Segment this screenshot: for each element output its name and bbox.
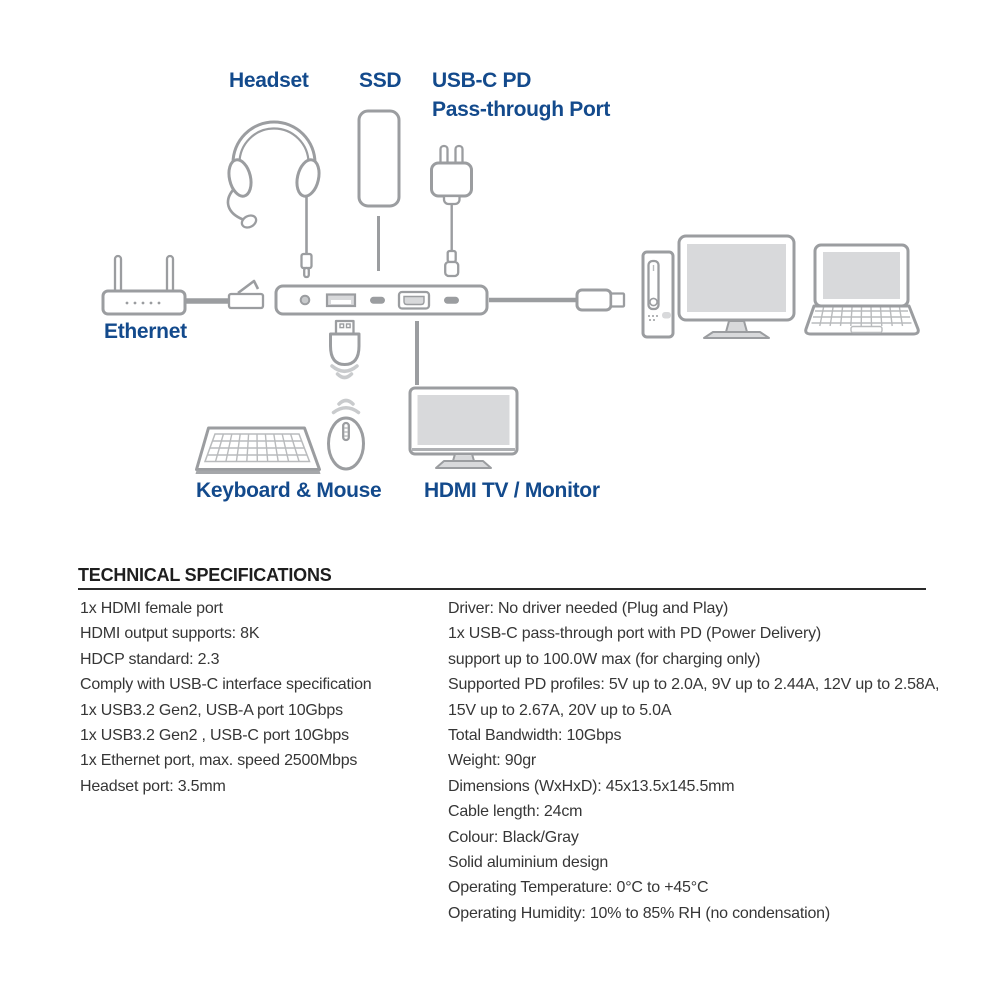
spec-item: Headset port: 3.5mm xyxy=(80,777,226,795)
ethernet-cable xyxy=(186,281,263,308)
spec-item: Operating Temperature: 0°C to +45°C xyxy=(448,879,709,897)
spec-item: Weight: 90gr xyxy=(448,752,537,770)
spec-item: Colour: Black/Gray xyxy=(448,828,579,846)
keyboard-mouse-label: Keyboard & Mouse xyxy=(196,479,382,502)
usb-c-pd-label-line1: USB-C PD xyxy=(432,69,532,92)
tv-icon xyxy=(410,388,517,468)
ssd-label: SSD xyxy=(359,69,402,92)
monitor-icon xyxy=(679,236,794,338)
hdmi-tv-label: HDMI TV / Monitor xyxy=(424,479,600,502)
specs-divider xyxy=(78,588,926,590)
laptop-icon xyxy=(806,245,919,334)
specs-right-column xyxy=(448,596,948,926)
spec-item: 1x USB-C pass-through port with PD (Power Delivery) xyxy=(448,625,822,643)
mouse-icon xyxy=(329,418,364,469)
spec-item: Comply with USB-C interface specification xyxy=(80,676,372,694)
spec-item: Total Bandwidth: 10Gbps xyxy=(448,727,622,745)
usb-hub-icon xyxy=(276,286,487,314)
spec-item: HDCP standard: 2.3 xyxy=(80,650,220,668)
specs-title: TECHNICAL SPECIFICATIONS xyxy=(78,565,332,585)
specs-left-column xyxy=(80,596,440,799)
spec-item: Driver: No driver needed (Plug and Play) xyxy=(448,600,729,617)
spec-item: Dimensions (WxHxD): 45x13.5x145.5mm xyxy=(448,777,735,795)
spec-item: HDMI output supports: 8K xyxy=(80,625,260,643)
ssd-icon xyxy=(359,111,399,271)
wireless-waves-icon xyxy=(332,366,359,413)
spec-item: 1x USB3.2 Gen2 , USB-C port 10Gbps xyxy=(80,727,349,745)
usb-c-plug-icon xyxy=(577,290,624,310)
usb-a-port xyxy=(327,295,355,307)
spec-item: Supported PD profiles: 5V up to 2.0A, 9V up to 2.44A, 12V up to 2.58A, xyxy=(448,676,940,694)
spec-item: support up to 100.0W max (for charging only) xyxy=(448,650,761,668)
usb-dongle-icon xyxy=(331,321,360,365)
usb-c-connector-icon xyxy=(445,251,458,276)
usb-c-pd-label-line2: Pass-through Port xyxy=(432,98,611,121)
power-adapter-icon xyxy=(432,146,472,276)
usb-c-pd-port xyxy=(444,297,459,304)
spec-item: Solid aluminium design xyxy=(448,854,609,872)
hdmi-port xyxy=(399,292,429,309)
spec-item: 1x HDMI female port xyxy=(80,600,223,617)
spec-item: Operating Humidity: 10% to 85% RH (no condensation) xyxy=(448,904,831,922)
router-icon xyxy=(103,256,185,314)
spec-item: 1x Ethernet port, max. speed 2500Mbps xyxy=(80,752,358,770)
usb-c-port xyxy=(370,297,385,304)
rj45-connector-icon xyxy=(229,281,263,308)
desktop-tower-icon xyxy=(643,252,673,337)
audio-jack-port xyxy=(301,296,310,305)
spec-item: Cable length: 24cm xyxy=(448,803,583,821)
spec-item: 15V up to 2.67A, 20V up to 5.0A xyxy=(448,701,672,719)
headset-label: Headset xyxy=(229,69,309,92)
headset-icon xyxy=(226,122,323,277)
audio-plug-icon xyxy=(302,254,312,277)
keyboard-icon xyxy=(196,428,321,474)
ethernet-label: Ethernet xyxy=(104,320,187,343)
host-cable xyxy=(489,290,624,310)
spec-item: 1x USB3.2 Gen2, USB-A port 10Gbps xyxy=(80,701,343,719)
usb-c-pd-label xyxy=(432,66,610,124)
